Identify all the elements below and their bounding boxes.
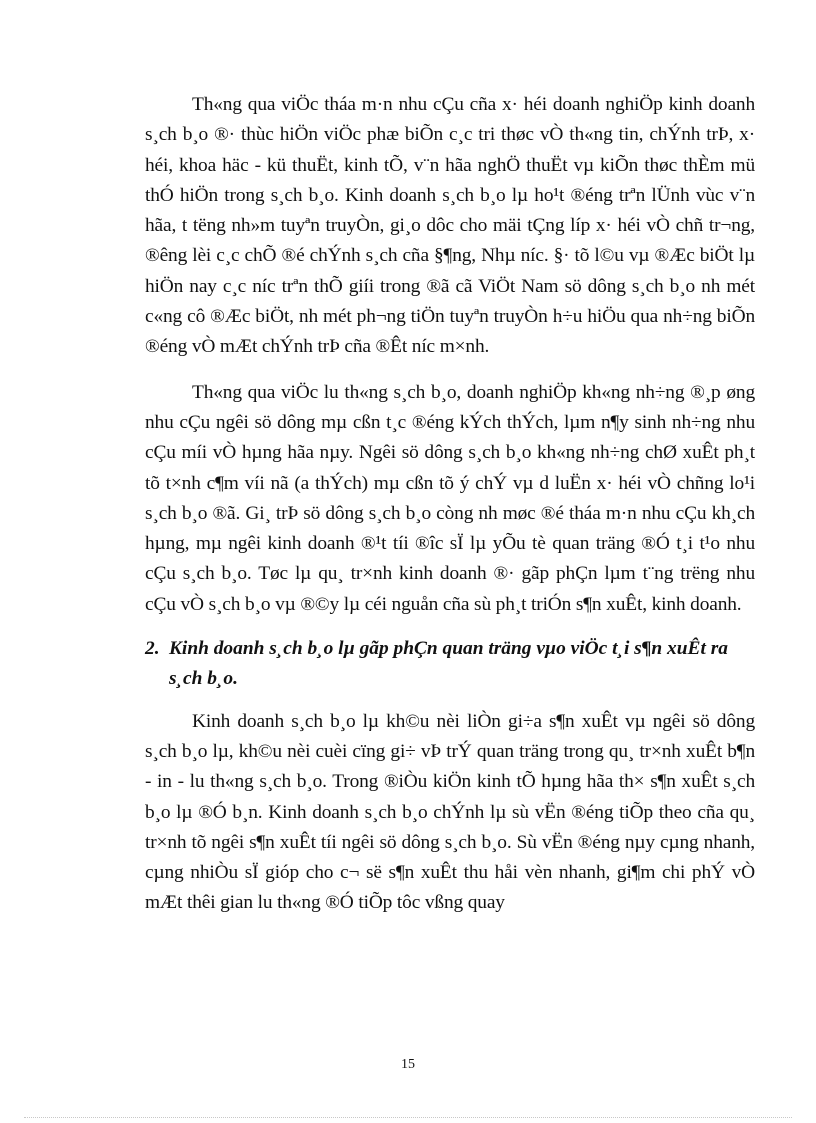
section-title: Kinh doanh s¸ch b¸o lµ gãp phÇn quan träng vµo viÖc t¸i s¶n xuÊt ra s¸ch b¸o. — [169, 638, 728, 690]
page-body — [145, 90, 755, 919]
body-paragraph-2: Th«ng qua viÖc lu th«ng s¸ch b¸o, doanh nghiÖp kh«ng nh÷ng ®¸p øng nhu cÇu ngêi sö dông mµ cßn t¸c ®éng kÝch thÝch, lµm n¶y sinh nh÷ng nhu cÇu míi vÒ hµng hãa nµy. Ngêi sö dông s¸ch b¸o kh«ng nh÷ng chØ xuÊt ph¸t tõ t×nh c¶m víi nã (a thÝch) mµ cßn tõ ý chÝ vµ d luËn x· héi vÒ chñng lo¹i s¸ch b¸o ®ã. Gi¸ trÞ sö dông s¸ch b¸o còng nh møc ®é tháa m·n nhu cÇu kh¸ch hµng, mµ ngêi kinh doanh ®¹t tíi ®îc sÏ lµ yÕu tè quan träng ®Ó t¸i t¹o nhu cÇu s¸ch b¸o. Tøc lµ qu¸ tr×nh kinh doanh ®· gãp phÇn lµm t¨ng trëng nhu cÇu vÒ s¸ch b¸o vµ ®©y lµ céi nguån cña sù ph¸t triÓn s¶n xuÊt, kinh doanh. — [145, 381, 755, 615]
page-bottom-divider — [24, 1117, 792, 1118]
body-paragraph-1: Th«ng qua viÖc tháa m·n nhu cÇu cña x· héi doanh nghiÖp kinh doanh s¸ch b¸o ®· thùc hiÖn viÖc phæ biÕn c¸c tri thøc vÒ th«ng tin, chÝnh trÞ, x· héi, khoa häc - kü thuËt, kinh tÕ, v¨n hãa nghÖ thuËt vµ kiÕn thøc thÈm mü thÓ hiÖn trong s¸ch b¸o. Kinh doanh s¸ch b¸o lµ ho¹t ®éng trªn lÜnh vùc v¨n hãa, t tëng nh»m tuyªn truyÒn, gi¸o dôc cho mäi tÇng líp x· héi vÒ chñ tr¬ng, ®êng lèi c¸c chÕ ®é chÝnh s¸ch cña §¶ng, Nhµ níc. §· tõ l©u vµ ®Æc biÖt lµ hiÖn nay c¸c níc trªn thÕ giíi trong ®ã cã ViÖt Nam sö dông s¸ch b¸o nh mét c«ng cô ®Æc biÖt, nh mét ph¬ng tiÖn tuyªn truyÒn h÷u hiÖu qua nh÷ng biÕn ®éng vÒ mÆt chÝnh trÞ cña ®Êt níc m×nh. — [145, 94, 755, 358]
body-paragraph-3: Kinh doanh s¸ch b¸o lµ kh©u nèi liÒn gi÷a s¶n xuÊt vµ ngêi sö dông s¸ch b¸o lµ, kh©u nèi cuèi cïng gi÷ vÞ trÝ quan träng trong qu¸ tr×nh xuÊt b¶n - in - lu th«ng s¸ch b¸o. Trong ®iÒu kiÖn kinh tÕ hµng hãa th× s¶n xuÊt s¸ch b¸o lµ ®Ó b¸n. Kinh doanh s¸ch b¸o chÝnh lµ sù vËn ®éng tiÕp theo cña qu¸ tr×nh tõ ngêi s¶n xuÊt tíi ngêi sö dông s¸ch b¸o. Sù vËn ®éng nµy cµng nhanh, cµng nhiÒu sÏ gióp cho c¬ së s¶n xuÊt thu håi vèn nhanh, gi¶m chi phÝ vÒ mÆt thêi gian lu th«ng ®Ó tiÕp tôc vßng quay — [145, 710, 755, 914]
section-number: 2. — [145, 638, 160, 660]
section-heading — [145, 634, 755, 695]
page-number: 15 — [401, 1057, 415, 1072]
